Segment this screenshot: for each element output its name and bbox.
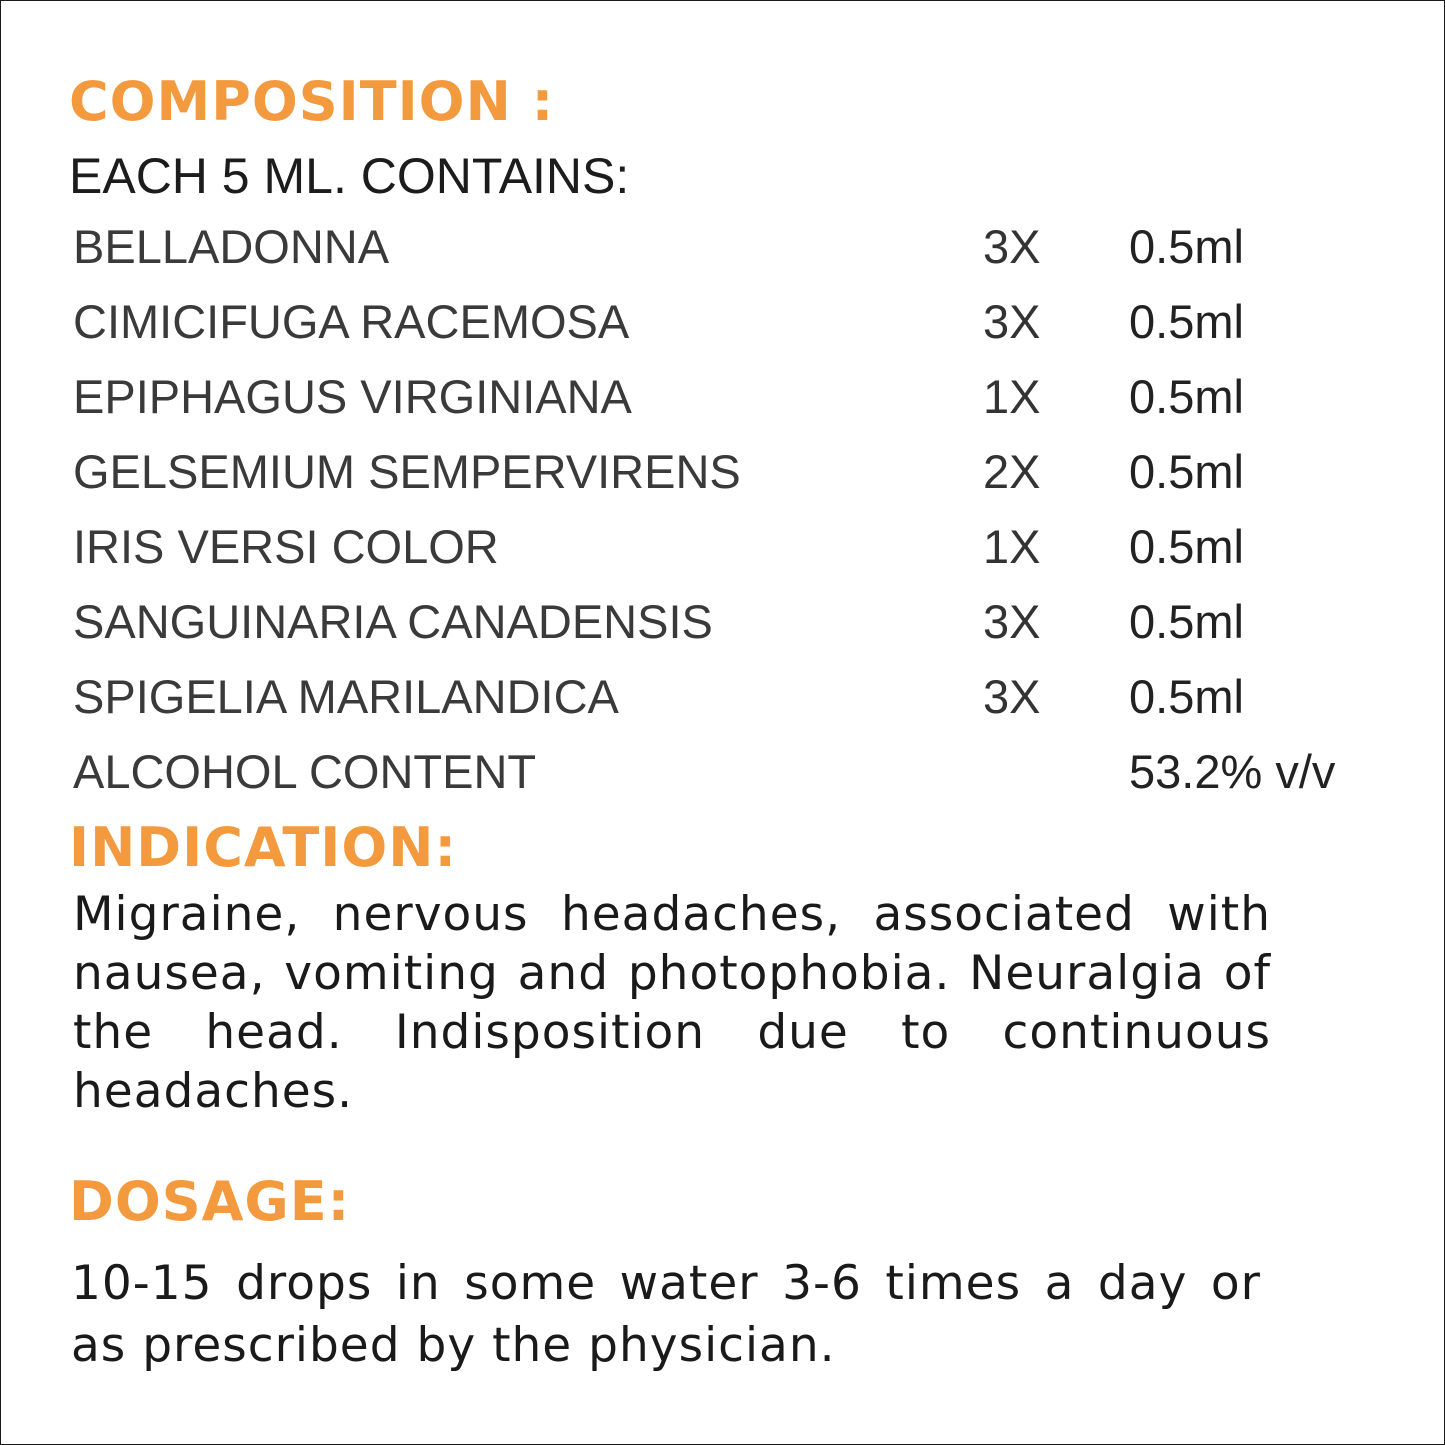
ingredient-potency: 3X bbox=[983, 670, 1041, 723]
dosage-heading: DOSAGE: bbox=[69, 1170, 351, 1233]
ingredient-name: SPIGELIA MARILANDICA bbox=[73, 670, 619, 723]
ingredient-name: ALCOHOL CONTENT bbox=[73, 745, 537, 798]
ingredient-quantity: 0.5ml bbox=[1129, 220, 1244, 273]
ingredient-potency: 3X bbox=[983, 595, 1041, 648]
ingredient-name: IRIS VERSI COLOR bbox=[73, 520, 499, 573]
ingredient-potency: 3X bbox=[983, 295, 1041, 348]
ingredient-row bbox=[73, 670, 1403, 748]
ingredient-row bbox=[73, 445, 1403, 523]
ingredient-quantity: 0.5ml bbox=[1129, 520, 1244, 573]
ingredient-quantity: 53.2% v/v bbox=[1129, 745, 1336, 798]
ingredient-potency: 2X bbox=[983, 445, 1041, 498]
ingredient-list bbox=[73, 220, 1403, 823]
alcohol-content-row bbox=[73, 745, 1403, 823]
indication-text: Migraine, nervous headaches, associated with nausea, vomiting and photophobia. Neuralgia of the head. Indisposition due to continuous headaches. bbox=[73, 887, 1271, 1119]
ingredient-name: GELSEMIUM SEMPERVIRENS bbox=[73, 445, 741, 498]
ingredient-name: CIMICIFUGA RACEMOSA bbox=[73, 295, 630, 348]
ingredient-name: SANGUINARIA CANADENSIS bbox=[73, 595, 713, 648]
ingredient-potency: 1X bbox=[983, 520, 1041, 573]
ingredient-quantity: 0.5ml bbox=[1129, 670, 1244, 723]
ingredient-row bbox=[73, 295, 1403, 373]
ingredient-potency: 1X bbox=[983, 370, 1041, 423]
ingredient-row bbox=[73, 220, 1403, 298]
dosage-text: 10-15 drops in some water 3-6 times a day or as prescribed by the physician. bbox=[71, 1256, 1261, 1373]
ingredient-quantity: 0.5ml bbox=[1129, 370, 1244, 423]
ingredient-row bbox=[73, 520, 1403, 598]
ingredient-name: EPIPHAGUS VIRGINIANA bbox=[73, 370, 632, 423]
indication-heading: INDICATION: bbox=[69, 816, 458, 879]
composition-heading: COMPOSITION : bbox=[69, 70, 555, 133]
ingredient-quantity: 0.5ml bbox=[1129, 445, 1244, 498]
ingredient-potency: 3X bbox=[983, 220, 1041, 273]
ingredient-name: BELLADONNA bbox=[73, 220, 390, 273]
ingredient-quantity: 0.5ml bbox=[1129, 295, 1244, 348]
composition-subheading: EACH 5 ML. CONTAINS: bbox=[69, 148, 630, 204]
ingredient-row bbox=[73, 595, 1403, 673]
ingredient-quantity: 0.5ml bbox=[1129, 595, 1244, 648]
ingredient-row bbox=[73, 370, 1403, 448]
